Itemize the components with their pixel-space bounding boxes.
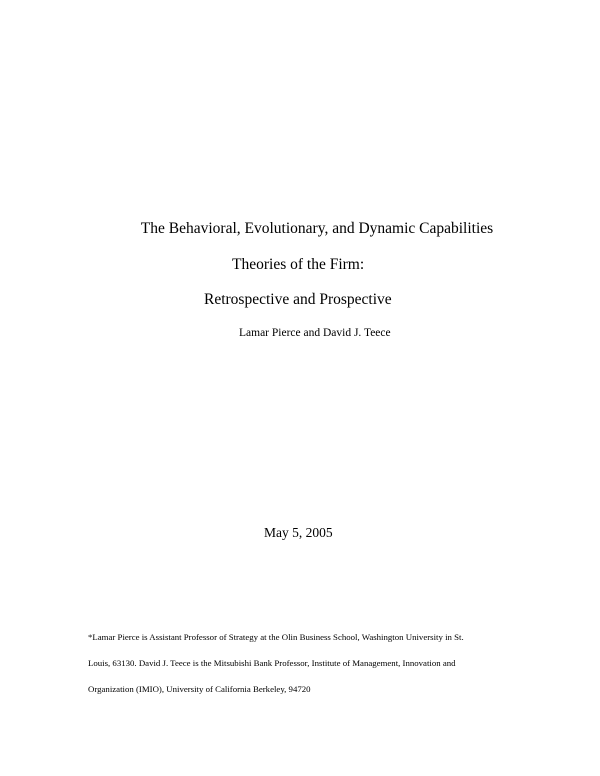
author-footnote [88,624,528,702]
footnote-line-3: Organization (IMIO), University of California Berkeley, 94720 [88,684,311,694]
publication-date: May 5, 2005 [264,525,333,540]
author-names: Lamar Pierce and David J. Teece [239,327,391,339]
footnote-line-2: Louis, 63130. David J. Teece is the Mitsubishi Bank Professor, Institute of Management, Innovation and [88,658,456,668]
title-line-2: Theories of the Firm: [232,256,365,273]
footnote-line-1: *Lamar Pierce is Assistant Professor of Strategy at the Olin Business School, Washington University in St. [88,632,464,642]
title-line-1: The Behavioral, Evolutionary, and Dynamic Capabilities [140,220,494,237]
title-line-3: Retrospective and Prospective [204,291,392,308]
